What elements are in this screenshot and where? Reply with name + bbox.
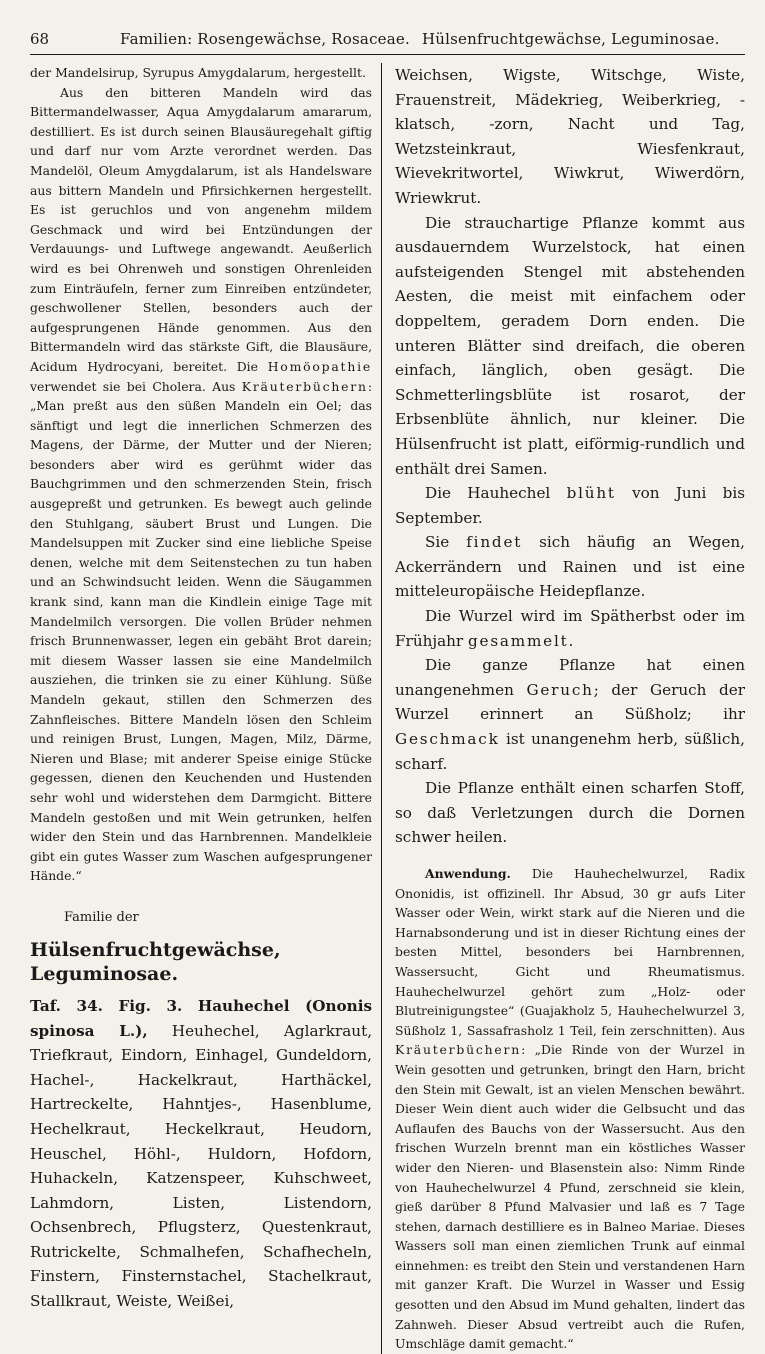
text-segment: Die Hauhechel bbox=[425, 484, 567, 503]
text-segment: von Juni bis September. bbox=[395, 484, 745, 527]
running-header bbox=[30, 28, 745, 55]
text-segment: ; der Geruch der Wurzel erinnert an Süßholz; ihr bbox=[395, 680, 745, 724]
text-segment: Die ganze Pflanze hat einen unangenehmen bbox=[395, 656, 745, 699]
text-segment: Die Wurzel wird im Spätherbst oder im Frühjahr bbox=[395, 607, 745, 650]
paragraph-anwendung bbox=[395, 864, 745, 1354]
header-left-title: Familien: Rosengewächse, Rosaceae. bbox=[120, 30, 410, 48]
spaced-term: blüht bbox=[566, 484, 616, 503]
two-column-body bbox=[30, 63, 745, 1354]
paragraph-smell-taste bbox=[395, 653, 745, 776]
page-number: 68 bbox=[30, 30, 50, 48]
header-right-title: Hülsenfruchtgewächse, Leguminosae. bbox=[422, 30, 720, 48]
spaced-term: Geschmack bbox=[395, 730, 500, 749]
paragraph-content: Die Pflanze enthält einen scharfen Stoff, so daß Verletzungen durch die Dornen schwer heilen. bbox=[395, 779, 745, 847]
paragraph-bloom bbox=[395, 481, 745, 530]
plate-reference: Taf. 34. Fig. 3. Hauhechel (Ononis spinosa L.), bbox=[30, 996, 373, 1040]
plant-entry-hauhechel bbox=[30, 994, 372, 1314]
spaced-term: gesammelt. bbox=[468, 631, 576, 650]
text-segment: : „Man preßt aus den süßen Mandeln ein Oel; das sänftigt und legt die innerlichen Schmerzen des Magens, der Därme, der Mutter und der Nieren; besonders aber wird es gerühmt wider das Bauchgrimmen und den schmerzenden Stein, frisch ausgepreßt und getrunken. Es bewegt auch gelinde den Stuhlgang, säubert Brust und Lungen. Die Mandelsuppen mit Zucker sind eine liebliche Speise denen, welche mit dem Seitenstechen zu tun haben und an Schwindsucht leiden. Wenn die Säugammen krank sind, kann man die Kindlein einige Tage mit Mandelmilch versorgen. Die vollen Brüder nehmen frisch Brunnenwasser, legen ein gebäht Brot darein; mit diesem Wasser lassen sie eine Mandelmilch ausziehen, die trinken sie zu einer Kühlung. Süße Mandeln gekaut, stillen den Schmerzen des Zahnfleisches. Bittere Mandeln lösen den Schleim und reinigen Brust, Lungen, Magen, Milz, Därme, Nieren und Blase; mit anderer Speise einige Stücke gegessen, dienen den Keuchenden und Hustenden sehr wohl und widerstehen dem Darmgicht. Bittere Mandeln gestoßen und mit Wein getrunken, helfen wider den Stein und das Harnbrennen. Mandelkleie gibt ein gutes Wasser zum Waschen aufgesprungener Hände.“ bbox=[30, 378, 373, 884]
text-segment: Sie bbox=[425, 533, 467, 552]
spaced-term: findet bbox=[466, 533, 523, 552]
text-segment: verwendet sie bei Cholera. Aus bbox=[30, 378, 242, 394]
left-column bbox=[30, 63, 382, 1354]
spaced-term: Kräuterbüchern bbox=[395, 1042, 522, 1058]
vernacular-names-continued: Weichsen, Wigste, Witschge, Wiste, Frauenstreit, Mädekrieg, Weiberkrieg, -klatsch, -zorn, Nacht und Tag, Wetzsteinkraut, Wiesfenkraut, Wievekritwortel, Wiwkrut, Wiwerdörn, Wriewkrut. bbox=[395, 66, 745, 207]
paragraph-mandelsirup: der Mandelsirup, Syrupus Amygdalarum, hergestellt. bbox=[30, 65, 366, 80]
right-column bbox=[382, 63, 745, 1354]
text-segment: sich häufig an Wegen, Ackerrändern und Rainen und ist eine mitteleuropäische Heidepflanze. bbox=[395, 533, 746, 601]
vernacular-names: Heuhechel, Aglarkraut, Triefkraut, Eindorn, Einhagel, Gundeldorn, Hachel-, Hackelkraut, Harthäckel, Hartreckelte, Hahntjes-, Hasenblume, Hechelkraut, Heckelkraut, Heudorn, Heuschel, Höhl-, Huldorn, Hofdorn, Huhackeln, Katzenspeer, Kuhschweet, Lahmdorn, Listen, Listendorn, Ochsenbrech, Pflugsterz, Questenkraut, Rutrickelte, Schmalhefen, Schafhecheln, Finstern, Finsternstachel, Stachelkraut, Stallkraut, Weiste, Weißei, bbox=[30, 1021, 373, 1311]
text-segment: ist unangenehm herb, süßlich, scharf. bbox=[395, 730, 745, 773]
text-segment: Aus den bitteren Mandeln wird das Bittermandelwasser, Aqua Amygdalarum amararum, destilliert. Es ist durch seinen Blausäuregehalt giftig und darf nur vom Arzte verordnet werden. Das Mandelöl, Oleum Amygdalarum, ist als Handelsware aus bittern Mandeln und Pfirsichkernen hergestellt. Es ist geruchlos und von angenehm mildem Geschmack und wird bei Entzündungen der Verdauungs- und Luftwege angewandt. Aeußerlich wird es bei Ohrenweh und sonstigen Ohrenleiden zum Einträufeln, ferner zum Einreiben entzündeter, geschwollener Stellen, besonders auch der aufgesprungenen Hände genommen. Aus den Bittermandeln wird das stärkste Gift, die Blausäure, Acidum Hydrocyani, bereitet. Die bbox=[30, 84, 373, 374]
spaced-term: Geruch bbox=[526, 680, 594, 699]
family-label: Familie der bbox=[64, 909, 139, 925]
spacer bbox=[395, 850, 745, 864]
anwendung-label: Anwendung. bbox=[425, 866, 511, 881]
text-segment: Die Hauhechelwurzel, Radix Ononidis, ist offizinell. Ihr Absud, 30 gr aufs Liter Wasser oder Wein, wirkt stark auf die Nieren und die Harnabsonderung und ist in dieser Richtung eines der besten Mittel, besonders bei Harnbrennen, Wassersucht, Gicht und Rheumatismus. Hauhechelwurzel gehört zum „Holz- oder Blutreinigungstee“ (Guajakholz 5, Hauhechelwurzel 3, Süßholz 1, Sassafrasholz 1 Teil, fein zerschnitten). Aus bbox=[395, 866, 745, 1038]
paragraph-bittere-mandeln bbox=[30, 83, 372, 886]
family-title: Hülsenfruchtgewächse, Leguminosae. bbox=[30, 938, 281, 985]
paragraph-collection bbox=[395, 604, 745, 653]
spaced-term: Homöopathie bbox=[267, 358, 373, 374]
text-segment: : „Die Rinde von der Wurzel in Wein gesotten und getrunken, bringt den Harn, bricht den Stein mit Gewalt, ist an vielen Menschen bewährt. Dieser Wein dient auch wider die Gelbsucht und das Auflaufen des Bauchs von der Wassersucht. Aus den frischen Wurzeln brennt man ein köstliches Wasser wider den Nieren- und Blasenstein also: Nimm Rinde von Hauhechelwurzel 4 Pfund, zerschneid sie klein, gieß darüber 8 Pfund Malvasier und laß es 7 Tage stehen, darnach destilliere es in Balneo Mariae. Dieses Wassers soll man einen ziemlichen Trunk auf einmal einnehmen: es treibt den Stein und verstandenen Harn mit ganzer Kraft. Die Wurzel in Wasser und Essig gesotten und den Absud im Mund gehalten, lindert das Zahnweh. Dieser Absud vertreibt auch die Rufen, Umschläge damit gemacht.“ bbox=[395, 1042, 745, 1352]
paragraph-description: Die strauchartige Pflanze kommt aus ausdauerndem Wurzelstock, hat einen aufsteigenden Stengel mit abstehenden Aesten, die meist mit einfachem oder doppeltem, geradem Dorn enden. Die unteren Blätter sind dreifach, die oberen einfach, länglich, oben gesägt. Die Schmetterlingsblüte ist rosarot, der Erbsenblüte ähnlich, nur kleiner. Die Hülsenfrucht ist platt, eiförmig-rundlich und enthält drei Samen. bbox=[395, 213, 745, 478]
paragraph-habitat bbox=[395, 530, 745, 604]
spaced-term: Kräuterbüchern bbox=[241, 378, 368, 394]
